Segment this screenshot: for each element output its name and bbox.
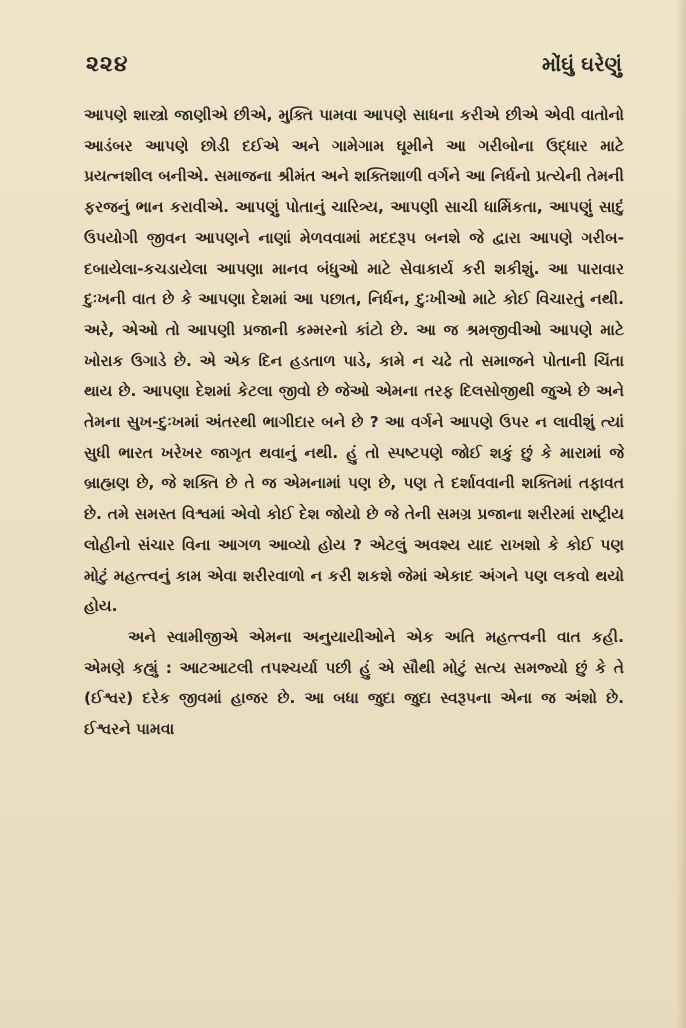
page-number: ૨૨૪	[86, 52, 129, 77]
paragraph: આપણે શાસ્ત્રો જાણીએ છીએ, મુક્તિ પામવા આપણે સાધના કરીએ છીએ એવી વાતોનો આડંબર આપણે છોડી દઈએ અને ગામેગામ ઘૂમીને આ ગરીબોના ઉદ્ધાર માટે પ્રયત્નશીલ બનીએ. સમાજના શ્રીમંત અને શક્તિશાળી વર્ગને આ નિર્ધનો પ્રત્યેની તેમની ફરજનું ભાન કરાવીએ. આપણું પોતાનું ચારિત્ર્ય, આપણી સાચી ધાર્મિકતા, આપણું સાદું ઉપયોગી જીવન આપણને નાણાં મેળવવામાં મદદરૂપ બનશે જે દ્વારા આપણે ગરીબ-દબાયેલા-કચડાયેલા આપણા માનવ બંધુઓ માટે સેવાકાર્ય કરી શકીશું. આ પારાવાર દુઃખની વાત છે કે આપણા દેશમાં આ પછાત, નિર્ધન, દુઃખીઓ માટે કોઈ વિચારતું નથી. અરે, એઓ તો આપણી પ્રજાની કમ્મરનો કાંટો છે. આ જ શ્રમજીવીઓ આપણે માટે ખોરાક ઉગાડે છે. એ એક દિન હડતાળ પાડે, કામે ન ચઢે તો સમાજને પોતાની ચિંતા થાય છે. આપણા દેશમાં કેટલા જીવો છે જેઓ એમના તરફ દિલસોજીથી જુએ છે અને તેમના સુખ-દુઃખમાં અંતરથી ભાગીદાર બને છે ? આ વર્ગને આપણે ઉપર ન લાવીશું ત્યાં સુધી ભારત ખરેખર જાગૃત થવાનું નથી. હું તો સ્પષ્ટપણે જોઈ શકું છું કે મારામાં જે બ્રાહ્મણ છે, જે શક્તિ છે તે જ એમનામાં પણ છે, પણ તે દર્શાવવાની શક્તિમાં તફાવત છે. તમે સમસ્ત વિશ્વમાં એવો કોઈ દેશ જોયો છે જે તેની સમગ્ર પ્રજાના શરીરમાં રાષ્ટ્રીય લોહીનો સંચાર વિના આગળ આવ્યો હોય ? એટલું અવશ્ય યાદ રાખશો કે કોઈ પણ મોટું મહત્ત્વનું કામ એવા શરીરવાળો ન કરી શકશે જેમાં એકાદ અંગને પણ લકવો થયો હોય.	[84, 106, 624, 616]
page-header	[86, 52, 622, 88]
paragraph: અને સ્વામીજીએ એમના અનુયાયીઓને એક અતિ મહત્ત્વની વાત કહી. એમણે કહ્યું : આટઆટલી તપશ્ચર્યા પછી હું એ સૌથી મોટું સત્ય સમજ્યો છું કે તે (ઈશ્વર) દરેક જીવમાં હાજર છે. આ બધા જુદા જુદા સ્વરૂપના એના જ અંશો છે. ઈશ્વરને પામવા	[84, 627, 624, 739]
running-title: મોંઘું ઘરેણું	[542, 52, 622, 76]
page-body	[84, 100, 624, 745]
page-edge-shadow	[676, 0, 686, 1028]
